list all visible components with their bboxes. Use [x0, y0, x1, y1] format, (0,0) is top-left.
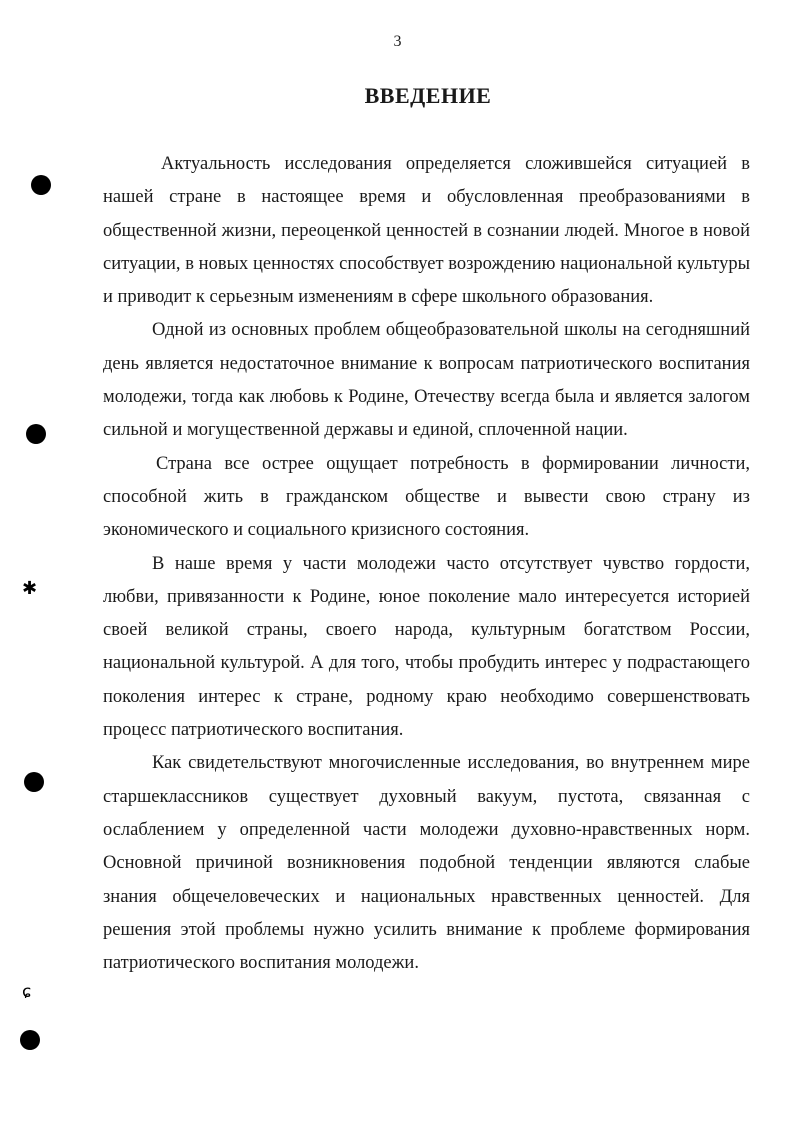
paragraph: Актуальность исследования определяется сложившейся ситуацией в нашей стране в настоящее время и обусловленная преобразованиями в общественной жизни, переоценкой ценностей в сознании людей. Многое в новой ситуации, в новых ценностях способствует возрождению национальной культуры и приводит к серьезным изменениям в сфере школьного образования. [103, 154, 750, 308]
punch-hole [24, 772, 44, 792]
paragraph: Как свидетельствуют многочисленные исследования, во внутреннем мире старшеклассников существует духовный вакуум, пустота, связанная с ослаблением у определенной части молодежи духовно-нравственных норм. Основной причиной возникновения подобной тенденции являются слабые знания общечеловеческих и национальных нравственных ценностей. Для решения этой проблемы нужно усилить внимание к проблеме формирования патриотического воспитания молодежи. [103, 753, 750, 974]
paragraph: Страна все острее ощущает потребность в формировании личности, способной жить в гражданском обществе и вывести свою страну из экономического и социального кризисного состояния. [103, 453, 750, 541]
punch-hole [20, 1030, 40, 1050]
punch-hole [31, 175, 51, 195]
paragraph: В наше время у части молодежи часто отсутствует чувство гордости, любви, привязанности к Родине, юное поколение мало интересуется историей своей великой страны, своего народа, культурным богатством России, национальной культурой. А для того, чтобы пробудить интерес у подрастающего поколения интерес к стране, родному краю необходимо совершенствовать процесс патриотического воспитания. [103, 553, 750, 741]
scan-speck-icon: ✱ [22, 578, 38, 599]
punch-hole [26, 424, 46, 444]
paragraph: Одной из основных проблем общеобразовательной школы на сегодняшний день является недостаточное внимание к вопросам патриотического воспитания молодежи, тогда как любовь к Родине, Отечеству всегда была и является залогом сильной и могущественной державы и единой, сплоченной нации. [103, 320, 750, 441]
page-number: 3 [393, 33, 402, 50]
document-body [103, 148, 750, 980]
page-title: ВВЕДЕНИЕ [364, 83, 492, 108]
scan-speck-icon: ɕ [22, 982, 32, 1002]
